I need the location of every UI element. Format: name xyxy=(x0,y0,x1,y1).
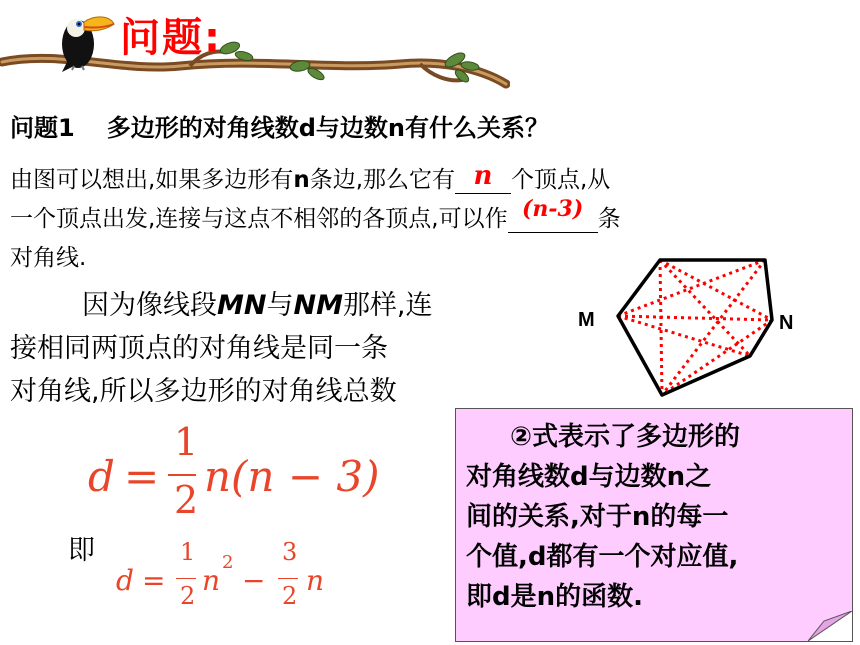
label-ji: 即 xyxy=(68,535,95,566)
text-run: n xyxy=(293,167,310,193)
formula-exponent: 2 xyxy=(222,552,234,573)
note-line: 个值,d都有一个对应值, xyxy=(466,542,739,572)
toucan-branch-illustration xyxy=(0,0,510,96)
formula-operator: = xyxy=(142,564,166,597)
paragraph-line xyxy=(10,161,610,194)
note-line: 即d是n的函数. xyxy=(466,582,643,612)
note-line: ②式表示了多边形的 xyxy=(510,422,741,452)
answer-blank-vertices xyxy=(455,161,511,194)
polygon-diagram xyxy=(570,250,810,410)
page-title: 问题: xyxy=(120,15,222,61)
fraction-denominator: 2 xyxy=(282,582,298,610)
fraction-denominator: 2 xyxy=(180,582,196,610)
text-run: 因为像线段 xyxy=(82,290,217,321)
formula-variable: n xyxy=(202,564,221,597)
text-run: 与 xyxy=(266,290,294,321)
answer-fill: n xyxy=(473,161,493,191)
formula-variable: d xyxy=(116,564,134,597)
answer-blank-diagonals xyxy=(508,196,598,233)
text-run: 那样,连 xyxy=(342,290,433,321)
text-run: 条边,那么它有 xyxy=(309,167,455,193)
paragraph-line: 对角线,所以多边形的对角线总数 xyxy=(10,376,397,407)
vertex-label-n: N xyxy=(779,312,794,334)
paragraph-line: 接相同两顶点的对角线是同一条 xyxy=(10,333,388,364)
text-run: 由图可以想出,如果多边形有 xyxy=(10,167,294,193)
text-run: 个顶点,从 xyxy=(511,167,611,193)
formula-operator: = xyxy=(124,452,160,501)
paragraph-line xyxy=(10,283,433,322)
paragraph-line xyxy=(10,196,621,233)
formula-variable: n xyxy=(306,564,325,597)
formula-expression: n(n − 3) xyxy=(204,452,380,501)
text-run: 一个顶点出发,连接与这点不相邻的各顶点,可以作 xyxy=(10,206,508,232)
fraction-numerator: 1 xyxy=(174,420,199,464)
fraction-numerator: 1 xyxy=(180,538,196,566)
vertex-label-m: M xyxy=(578,309,595,331)
question-text: 多边形的对角线数d与边数n有什么关系？ xyxy=(106,114,549,142)
paragraph-line: 对角线. xyxy=(10,245,87,271)
fraction-denominator: 2 xyxy=(174,478,199,522)
formula-variable: d xyxy=(88,452,115,501)
note-box xyxy=(455,408,853,642)
note-line: 间的关系,对于n的每一 xyxy=(466,502,729,532)
question-heading xyxy=(10,108,549,143)
text-run: 条 xyxy=(597,206,621,232)
page-fold-corner xyxy=(808,611,852,641)
text-run: NM xyxy=(293,290,343,321)
text-run: MN xyxy=(217,290,267,321)
answer-fill: (n-3) xyxy=(521,196,584,222)
formula-operator: − xyxy=(242,564,266,597)
fraction-numerator: 3 xyxy=(282,538,298,566)
question-number: 问题1 xyxy=(10,114,75,142)
note-line: 对角线数d与边数n之 xyxy=(466,462,712,492)
